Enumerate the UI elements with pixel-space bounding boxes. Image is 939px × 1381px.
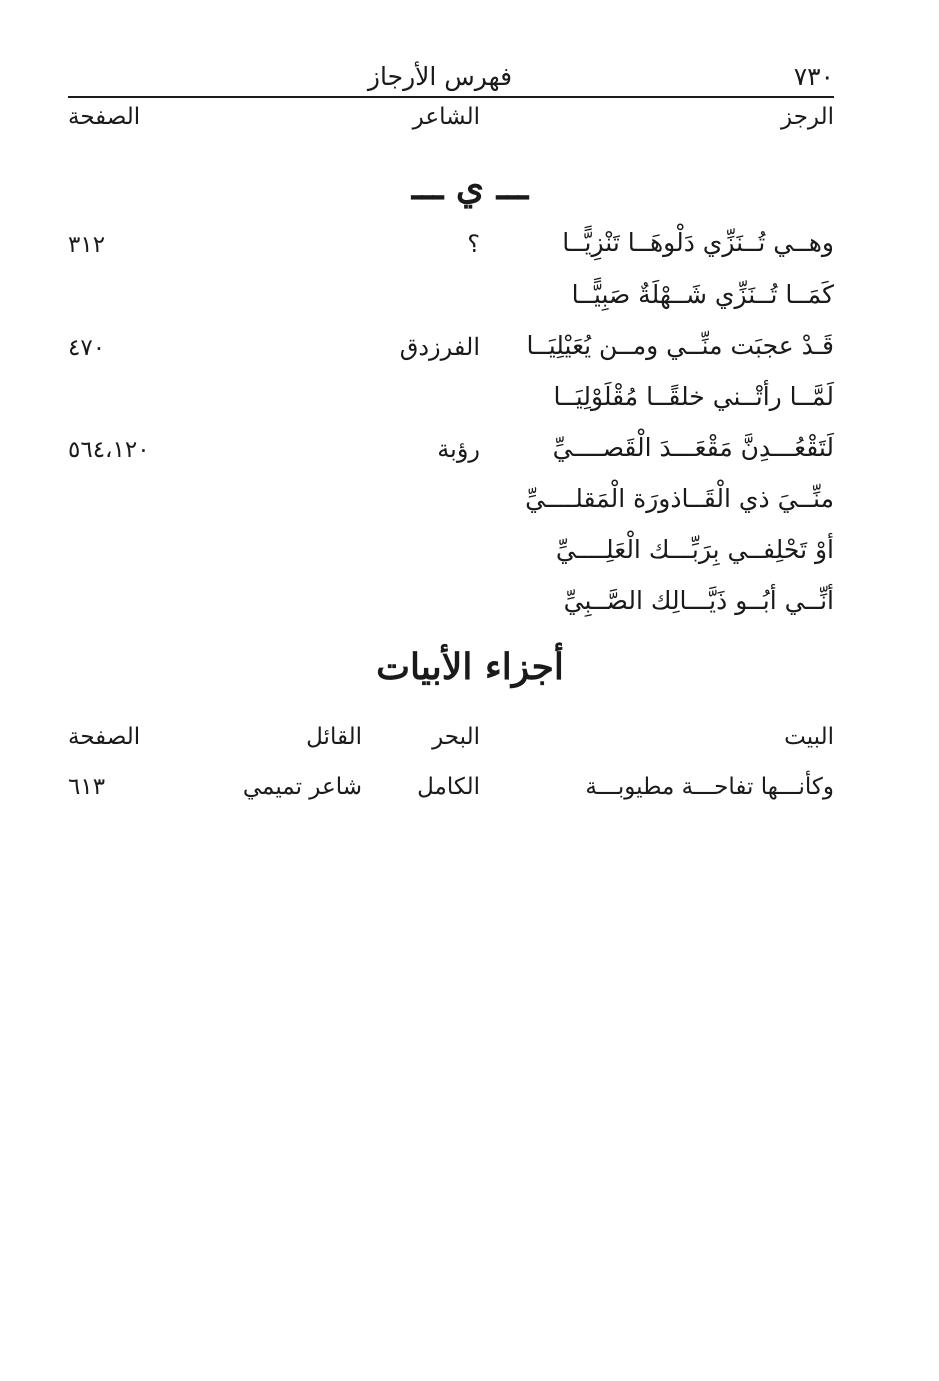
verse-line: وهــي تُــنَزِّي دَلْوهَــا تَنْزِيًّــا (562, 228, 834, 257)
page-ref: ٤٧٠ (68, 335, 106, 361)
section-title: أجزاء الأبيات (376, 646, 564, 688)
column-header-qail: القائل (306, 724, 362, 750)
column-header-page-2: الصفحة (68, 724, 141, 750)
verse-line: لَمَّــا رأتْــني خلقًــا مُقْلَوْلِيَــا (553, 382, 834, 411)
poet-name: رؤبة (437, 435, 480, 463)
column-header-bayt: البيت (784, 724, 834, 750)
verse-line: لَتَقْعُـــدِنَّ مَقْعَـــدَ الْقَصــــيِّ (552, 433, 834, 462)
page-ref: ٦١٣ (68, 774, 106, 800)
verse-line: أنِّــي أبُــو ذَيَّـــالِك الصَّــبِيِّ (563, 586, 834, 615)
column-header-bahr: البحر (432, 724, 480, 750)
letter-heading: ـــ ي ـــ (411, 166, 529, 208)
page-ref: ٣١٢ (68, 232, 106, 258)
column-header-page: الصفحة (68, 104, 141, 130)
poet-name: ؟ (467, 230, 480, 258)
column-header-rajaz: الرجز (781, 104, 834, 130)
poet-name: الفرزدق (399, 333, 480, 361)
verse-line: منِّــيَ ذي الْقَــاذورَة الْمَقلــــيِّ (525, 484, 834, 513)
meter-name: الكامل (417, 774, 480, 800)
page-ref: ٥٦٤،١٢٠ (68, 437, 150, 463)
page-number: ٧٣٠ (793, 62, 834, 91)
verse-line: أوْ تَحْلِفــي بِرَبِّـــك الْعَلِــــيِّ (555, 535, 834, 564)
verse-line: كَمَــا تُــنَزِّي شَــهْلَةٌ صَبِيًّــا (571, 280, 834, 309)
column-header-poet: الشاعر (412, 104, 480, 130)
running-title: فهرس الأرجاز (367, 62, 513, 91)
header-rule (68, 96, 834, 98)
partial-verse: وكأنـــها تفاحـــة مطيوبـــة (585, 774, 834, 800)
verse-line: قَـدْ عجبَت منِّــي ومــن يُعَيْلِيَــا (526, 331, 834, 360)
speaker-name: شاعر تميمي (242, 774, 362, 800)
